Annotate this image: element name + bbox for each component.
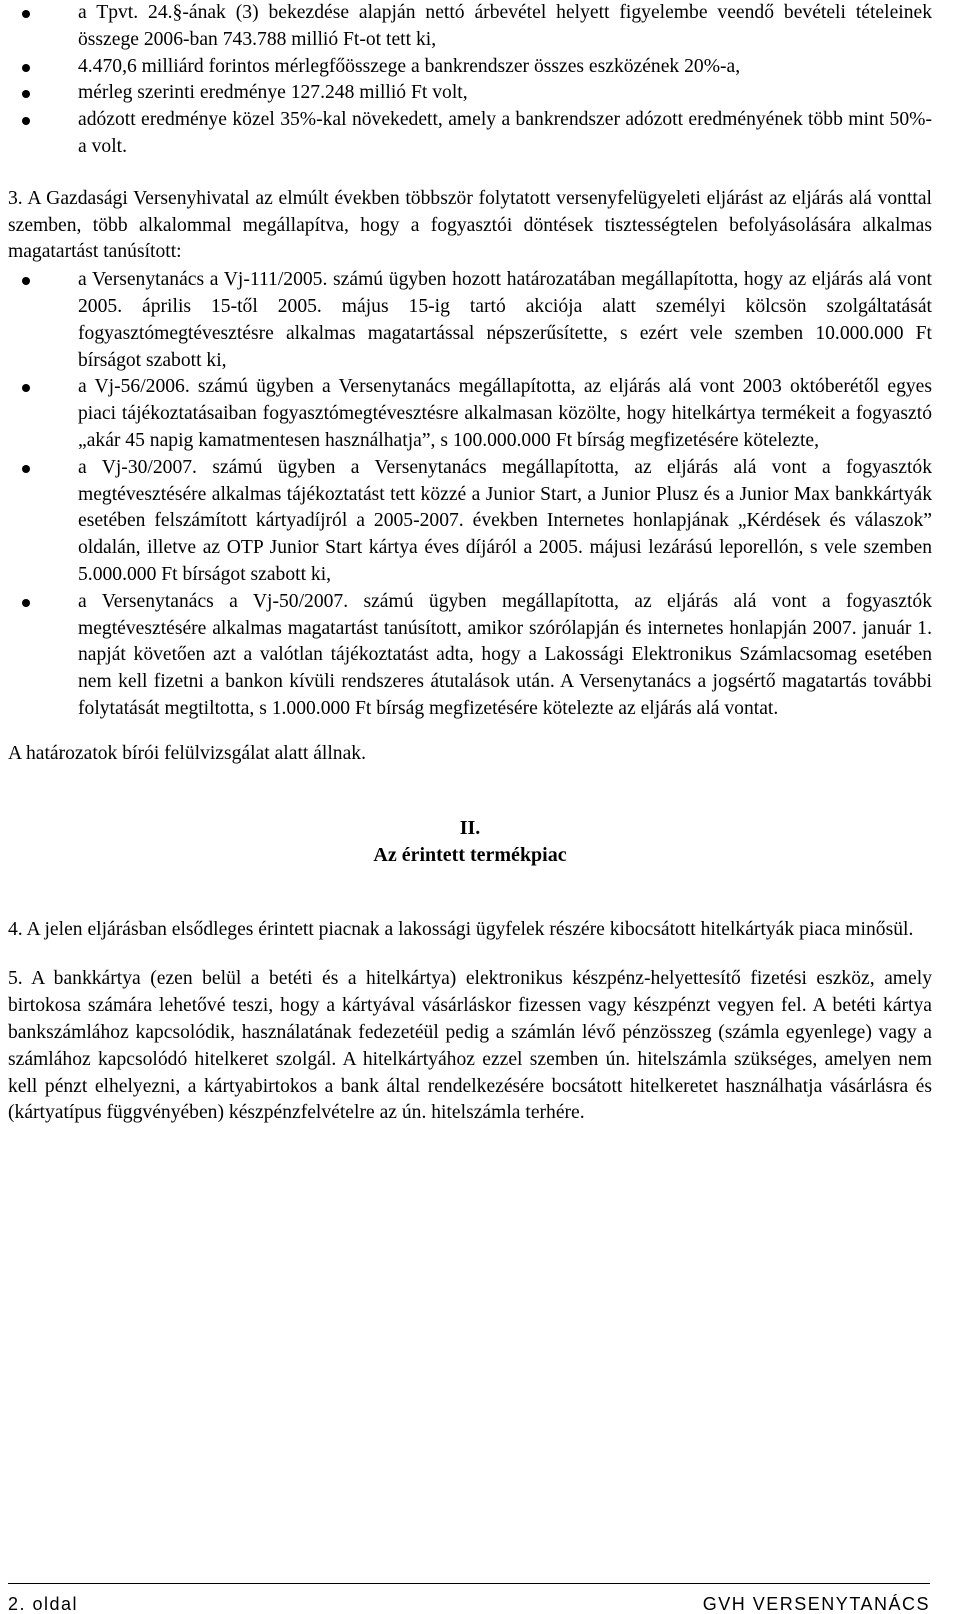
paragraph-5: 5. A bankkártya (ezen belül a betéti és a hitelkártya) elektronikus készpénz-helyettesítő fizetési eszköz, amely birtokosa számára lehetővé teszi, hogy a kártyával vásárláskor fizessen vagy készpénzt vegyen fel. A betéti kártya bankszámlához kapcsolódik, használatának fedezetéül pedig a számlán lévő pénzösszeg (számla egyenlege) vagy a számlához kapcsolódó hitelkeret szolgál. A hitelkártyához ezzel szemben ún. hitelszámla szükséges, amelyen nem kell pénzt elhelyezni, a kártyabirtokos a bank által rendelkezésére bocsátott hitelkeretet használhatja vásárlásra és (kártyatípus függvényében) készpénzfelvételre az ún. hitelszámla terhére. <box>8 968 932 1124</box>
list-item-text: adózott eredménye közel 35%-kal növekedett, amely a bankrendszer adózott eredményének több mint 50%-a volt. <box>78 109 932 157</box>
list-item <box>8 54 932 81</box>
bullet-icon <box>22 277 30 285</box>
list-item <box>8 0 932 54</box>
list-item-text: mérleg szerinti eredménye 127.248 millió Ft volt, <box>78 82 468 104</box>
paragraph-4: 4. A jelen eljárásban elsődleges érintett piacnak a lakossági ügyfelek részére kibocsátott hitelkártyák piaca minősül. <box>8 918 914 940</box>
bullet-icon <box>22 10 30 18</box>
footer-divider <box>8 1583 930 1584</box>
bullet-icon <box>22 599 30 607</box>
footer-page-number: 2. oldal <box>8 1594 79 1614</box>
list-item-text: a Versenytanács a Vj-50/2007. számú ügyben megállapította, az eljárás alá vont a fogyasztók megtévesztésére alkalmas magatartást tanúsított, amikor szórólapján és internetes honlapján 2007. január 1. napját követően azt a valótlan tájékoztatást adta, hogy a Lakossági Elektronikus Számlacsomag esetében nem kell fizetni a bankon kívüli rendszeres átutalások után. A Versenytanács a jogsértő magatartás további folytatását megtiltotta, s 1.000.000 Ft bírság megfizetésére kötelezte az eljárás alá vontat. <box>78 590 932 719</box>
section-number: II. <box>459 816 481 839</box>
footer-organization: GVH VERSENYTANÁCS <box>702 1594 930 1614</box>
paragraph-3-intro: 3. A Gazdasági Versenyhivatal az elmúlt években többször folytatott versenyfelügyeleti eljárást az eljárás alá vonttal szemben, több alkalommal megállapítva, hogy a fogyasztói döntések tisztességtelen befolyásolására alkalmas magatartást tanúsított: <box>8 187 932 263</box>
paragraph-3-bullet-list <box>8 267 932 723</box>
document-page <box>8 0 932 1127</box>
top-bullet-list <box>8 0 932 161</box>
conclusion-paragraph: A határozatok bírói felülvizsgálat alatt állnak. <box>8 742 366 764</box>
bullet-icon <box>22 64 30 72</box>
list-item-text: a Vj-30/2007. számú ügyben a Versenytanács megállapította, az eljárás alá vont a fogyasztók megtévesztésére alkalmas tájékoztatást tett közzé a Junior Start, a Junior Plusz és a Junior Max bankkártyák esetében felszámított kártyadíjról a 2005-2007. években Internetes honlapjának „Kérdések és válaszok” oldalán, illetve az OTP Junior Start kártya éves díjáról a 2005. májusi lezárású leporellón, s vele szemben 5.000.000 Ft bírságot szabott ki, <box>78 456 932 585</box>
list-item-text: a Versenytanács a Vj-111/2005. számú ügyben hozott határozatában megállapította, hogy az eljárás alá vont 2005. április 15-től 2005. május 15-ig tartó akciója alatt személyi kölcsön szolgáltatását fogyasztómegtévesztésre alkalmas magatartással népszerűsítette, s ezért vele szemben 10.000.000 Ft bírságot szabott ki, <box>78 269 932 371</box>
bullet-icon <box>22 465 30 473</box>
list-item <box>8 267 932 374</box>
list-item <box>8 374 932 454</box>
section-title: Az érintett termékpiac <box>373 843 567 866</box>
bullet-icon <box>22 90 30 98</box>
list-item <box>8 455 932 589</box>
list-item-text: a Tpvt. 24.§-ának (3) bekezdése alapján nettó árbevétel helyett figyelembe veendő bevételi tételeinek összege 2006-ban 743.788 millió Ft-ot tett ki, <box>78 2 932 50</box>
bullet-icon <box>22 117 30 125</box>
section-heading <box>8 815 932 869</box>
list-item <box>8 107 932 161</box>
list-item <box>8 589 932 723</box>
bullet-icon <box>22 384 30 392</box>
list-item-text: 4.470,6 milliárd forintos mérlegfőösszege a bankrendszer összes eszközének 20%-a, <box>78 55 741 77</box>
list-item-text: a Vj-56/2006. számú ügyben a Versenytanács megállapította, az eljárás alá vont 2003 októberétől egyes piaci tájékoztatásaiban fogyasztómegtévesztésre alkalmasan közölte, hogy hitelkártya termékeit a fogyasztó „akár 45 napig kamatmentesen használhatja”, s 100.000.000 Ft bírság megfizetésére kötelezte, <box>78 376 932 451</box>
list-item <box>8 80 932 107</box>
